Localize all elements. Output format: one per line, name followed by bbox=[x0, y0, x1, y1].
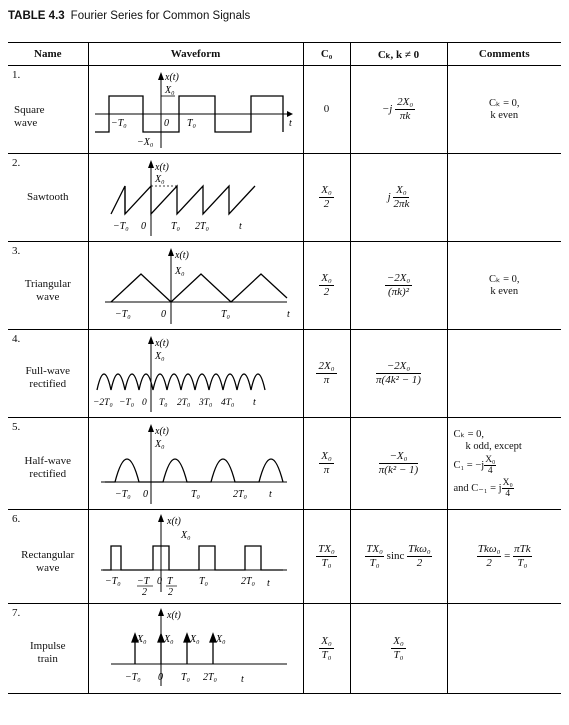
row-number: 1. bbox=[12, 69, 21, 81]
table-row-impulse bbox=[8, 604, 561, 694]
name-cell bbox=[8, 242, 88, 330]
comments-cell bbox=[447, 242, 561, 330]
ylabel: x(t) bbox=[154, 425, 169, 437]
comment-line: k odd, except bbox=[465, 440, 522, 452]
ck-denominator: π(4k² − 1) bbox=[376, 374, 421, 386]
c0-cell bbox=[303, 330, 350, 418]
ylabel: x(t) bbox=[174, 249, 189, 261]
row-number: 7. bbox=[12, 607, 21, 619]
ck-denominator: π(k² − 1) bbox=[378, 464, 419, 476]
table-row-triangular bbox=[8, 242, 561, 330]
comment-num: Tkω₀ bbox=[477, 543, 501, 555]
comment-line: k even bbox=[490, 109, 519, 121]
tick-t0: T₀ bbox=[198, 575, 208, 587]
comment-line: Cₖ = 0, bbox=[453, 428, 485, 440]
axis-t: t bbox=[268, 488, 272, 500]
impulse-label: X₀ bbox=[189, 633, 200, 645]
c0-cell bbox=[303, 242, 350, 330]
fourier-series-table bbox=[8, 42, 561, 694]
signal-name: Sawtooth bbox=[26, 191, 69, 203]
tick-zero: 0 bbox=[156, 575, 162, 587]
tick-half-left: 2 bbox=[141, 586, 147, 598]
ylabel: x(t) bbox=[164, 71, 179, 83]
row-number: 3. bbox=[12, 245, 21, 257]
waveform-impulse bbox=[88, 604, 303, 694]
ck-denominator: T₀ bbox=[393, 649, 404, 661]
c0-denominator: 2 bbox=[323, 286, 330, 298]
signal-name: Rectangular wave bbox=[21, 548, 75, 574]
square-wave-plot bbox=[91, 68, 301, 152]
waveform-triangular bbox=[88, 242, 303, 330]
name-cell bbox=[8, 510, 88, 604]
c0-denominator: T₀ bbox=[321, 557, 332, 569]
comment-line: Cₖ = 0, bbox=[488, 273, 520, 285]
comment-line: and C₋₁ = j $\frac{\text{X₀}}{4}$ bbox=[453, 477, 513, 499]
table-row-full-wave bbox=[8, 330, 561, 418]
level-top: X₀ bbox=[164, 84, 175, 96]
ylabel: x(t) bbox=[154, 161, 169, 173]
axis-t: t bbox=[266, 577, 270, 589]
table-row-rectangular bbox=[8, 510, 561, 604]
impulse-label: X₀ bbox=[215, 633, 226, 645]
ylabel: x(t) bbox=[166, 609, 181, 621]
name-cell bbox=[8, 604, 88, 694]
comments-cell bbox=[447, 604, 561, 694]
c0-denominator: 2 bbox=[323, 198, 330, 210]
tick-neg-t0: −T₀ bbox=[112, 220, 129, 232]
tick-neg-t0: −T₀ bbox=[124, 671, 141, 683]
ck-cell bbox=[350, 510, 447, 604]
tick-neg-t: −T bbox=[136, 575, 149, 587]
table-label: TABLE 4.3 bbox=[8, 10, 65, 22]
c0-numerator: TX₀ bbox=[318, 543, 335, 555]
c0-numerator: X₀ bbox=[321, 272, 332, 284]
tick-zero: 0 bbox=[142, 488, 148, 500]
waveform-half-wave bbox=[88, 418, 303, 510]
axis-t: t bbox=[238, 220, 242, 232]
header-waveform: Waveform bbox=[88, 43, 303, 66]
impulse-label: X₀ bbox=[136, 633, 147, 645]
tick-zero: 0 bbox=[163, 117, 169, 129]
axis-t: t bbox=[240, 673, 244, 685]
signal-name: Full-wave rectified bbox=[25, 364, 71, 390]
comments-cell bbox=[447, 510, 561, 604]
signal-name: Square wave bbox=[14, 103, 45, 129]
c0-numerator: X₀ bbox=[321, 184, 332, 196]
ck-numerator: −X₀ bbox=[379, 450, 418, 464]
tick-neg-t0: −T₀ bbox=[104, 575, 121, 587]
tick-2t0: 2T₀ bbox=[232, 488, 247, 500]
signal-name: Half-wave rectified bbox=[24, 454, 71, 480]
sawtooth-plot bbox=[91, 156, 301, 240]
sinc-denominator: 2 bbox=[416, 557, 423, 569]
tick-2t0: 2T₀ bbox=[194, 220, 209, 232]
comment-line: k even bbox=[490, 285, 519, 297]
ck-numerator: −2X₀ bbox=[376, 360, 421, 374]
ck-numerator: 2X₀ bbox=[397, 96, 414, 108]
comments-cell bbox=[447, 154, 561, 242]
sinc-label: sinc bbox=[386, 550, 405, 562]
c0-cell bbox=[303, 418, 350, 510]
waveform-sawtooth bbox=[88, 154, 303, 242]
comment-eq: = bbox=[504, 550, 511, 562]
full-wave-plot bbox=[91, 332, 301, 416]
tick-t0: T₀ bbox=[180, 671, 190, 683]
name-cell bbox=[8, 418, 88, 510]
ck-cell bbox=[350, 330, 447, 418]
c0-cell bbox=[303, 154, 350, 242]
ck-numerator: TX₀ bbox=[366, 543, 383, 555]
header-comments: Comments bbox=[447, 43, 561, 66]
impulse-label: X₀ bbox=[163, 633, 174, 645]
ck-denominator: (πk)² bbox=[387, 286, 410, 298]
tick-4t0: 4T₀ bbox=[220, 397, 234, 408]
comment-num: πTk bbox=[514, 543, 531, 555]
ck-cell bbox=[350, 154, 447, 242]
name-cell bbox=[8, 154, 88, 242]
ck-denominator: T₀ bbox=[369, 557, 380, 569]
triangular-plot bbox=[91, 244, 301, 328]
tick-neg-t0: −T₀ bbox=[110, 117, 127, 129]
comment-line: Cₖ = 0, bbox=[488, 97, 520, 109]
axis-t: t bbox=[286, 308, 290, 320]
tick-zero: 0 bbox=[141, 397, 147, 408]
tick-neg-t0: −T₀ bbox=[114, 488, 131, 500]
comments-cell bbox=[447, 330, 561, 418]
level-top: X₀ bbox=[154, 350, 165, 362]
ck-numerator: X₀ bbox=[393, 184, 409, 198]
tick-2t0: 2T₀ bbox=[202, 671, 217, 683]
header-name: Name bbox=[8, 43, 88, 66]
level-top: X₀ bbox=[154, 438, 165, 450]
ck-prefix: j bbox=[387, 191, 391, 204]
tick-t: T bbox=[166, 575, 173, 587]
ck-prefix: −j bbox=[381, 103, 393, 116]
tick-t0: T₀ bbox=[170, 220, 180, 232]
comment-den: 2 bbox=[486, 557, 492, 569]
level-top: X₀ bbox=[174, 265, 185, 277]
waveform-full-wave bbox=[88, 330, 303, 418]
level-bottom: −X₀ bbox=[136, 136, 153, 148]
ck-denominator: 2πk bbox=[393, 198, 410, 210]
header-row bbox=[8, 43, 561, 66]
tick-zero: 0 bbox=[140, 220, 146, 232]
sinc-numerator: Tkω₀ bbox=[408, 543, 431, 555]
tick-neg-t0: −T₀ bbox=[114, 308, 131, 320]
c0-numerator: X₀ bbox=[321, 450, 332, 462]
tick-half-right: 2 bbox=[167, 586, 173, 598]
tick-2t0: 2T₀ bbox=[240, 575, 255, 587]
row-number: 5. bbox=[12, 421, 21, 433]
c0-denominator: T₀ bbox=[321, 649, 332, 661]
comment-line: C₁ = −j $\frac{\text{X₀}}{4}$ bbox=[453, 454, 496, 476]
tick-t0: T₀ bbox=[220, 308, 230, 320]
row-number: 4. bbox=[12, 333, 21, 345]
c0-denominator: π bbox=[323, 374, 330, 386]
table-row-sawtooth bbox=[8, 154, 561, 242]
tick-zero: 0 bbox=[157, 671, 163, 683]
comment-den: T₀ bbox=[517, 557, 528, 569]
waveform-square bbox=[88, 66, 303, 154]
tick-zero: 0 bbox=[160, 308, 166, 320]
header-ck: Cₖ, k ≠ 0 bbox=[350, 43, 447, 66]
axis-t: t bbox=[288, 117, 292, 129]
c0-denominator: π bbox=[323, 464, 330, 476]
row-number: 6. bbox=[12, 513, 21, 525]
ck-cell bbox=[350, 242, 447, 330]
c0-cell bbox=[303, 604, 350, 694]
ck-numerator: −2X₀ bbox=[386, 272, 411, 284]
table-caption bbox=[8, 10, 250, 22]
row-number: 2. bbox=[12, 157, 21, 169]
comments-cell bbox=[447, 66, 561, 154]
c0-numerator: 2X₀ bbox=[318, 360, 335, 372]
rectangular-plot bbox=[91, 512, 301, 602]
table-row-square bbox=[8, 66, 561, 154]
tick-t0: T₀ bbox=[190, 488, 200, 500]
waveform-rectangular bbox=[88, 510, 303, 604]
ck-cell bbox=[350, 418, 447, 510]
half-wave-plot bbox=[91, 420, 301, 508]
c0-numerator: X₀ bbox=[321, 635, 332, 647]
table-title: Fourier Series for Common Signals bbox=[70, 10, 251, 22]
header-c0: C₀ bbox=[303, 43, 350, 66]
tick-t0: T₀ bbox=[186, 117, 196, 129]
signal-name: Triangular wave bbox=[24, 277, 71, 303]
level-top: X₀ bbox=[154, 173, 165, 185]
ck-numerator: X₀ bbox=[393, 635, 404, 647]
c0-cell bbox=[303, 510, 350, 604]
ck-cell bbox=[350, 66, 447, 154]
name-cell bbox=[8, 66, 88, 154]
level-top: X₀ bbox=[180, 529, 191, 541]
axis-t: t bbox=[252, 396, 256, 408]
table-row-half-wave bbox=[8, 418, 561, 510]
comments-cell bbox=[447, 418, 561, 510]
tick-neg-t0: −T₀ bbox=[118, 397, 134, 408]
ylabel: x(t) bbox=[154, 337, 169, 349]
signal-name: Impulse train bbox=[30, 639, 66, 665]
name-cell bbox=[8, 330, 88, 418]
tick-3t0: 3T₀ bbox=[198, 397, 212, 408]
tick-t0: T₀ bbox=[158, 397, 168, 408]
c0-value: 0 bbox=[303, 66, 350, 154]
ck-denominator: πk bbox=[399, 110, 411, 122]
ck-cell bbox=[350, 604, 447, 694]
tick-2t0: 2T₀ bbox=[176, 397, 190, 408]
impulse-train-plot bbox=[91, 606, 301, 692]
tick-neg-2t0: −2T₀ bbox=[92, 397, 113, 408]
ylabel: x(t) bbox=[166, 515, 181, 527]
